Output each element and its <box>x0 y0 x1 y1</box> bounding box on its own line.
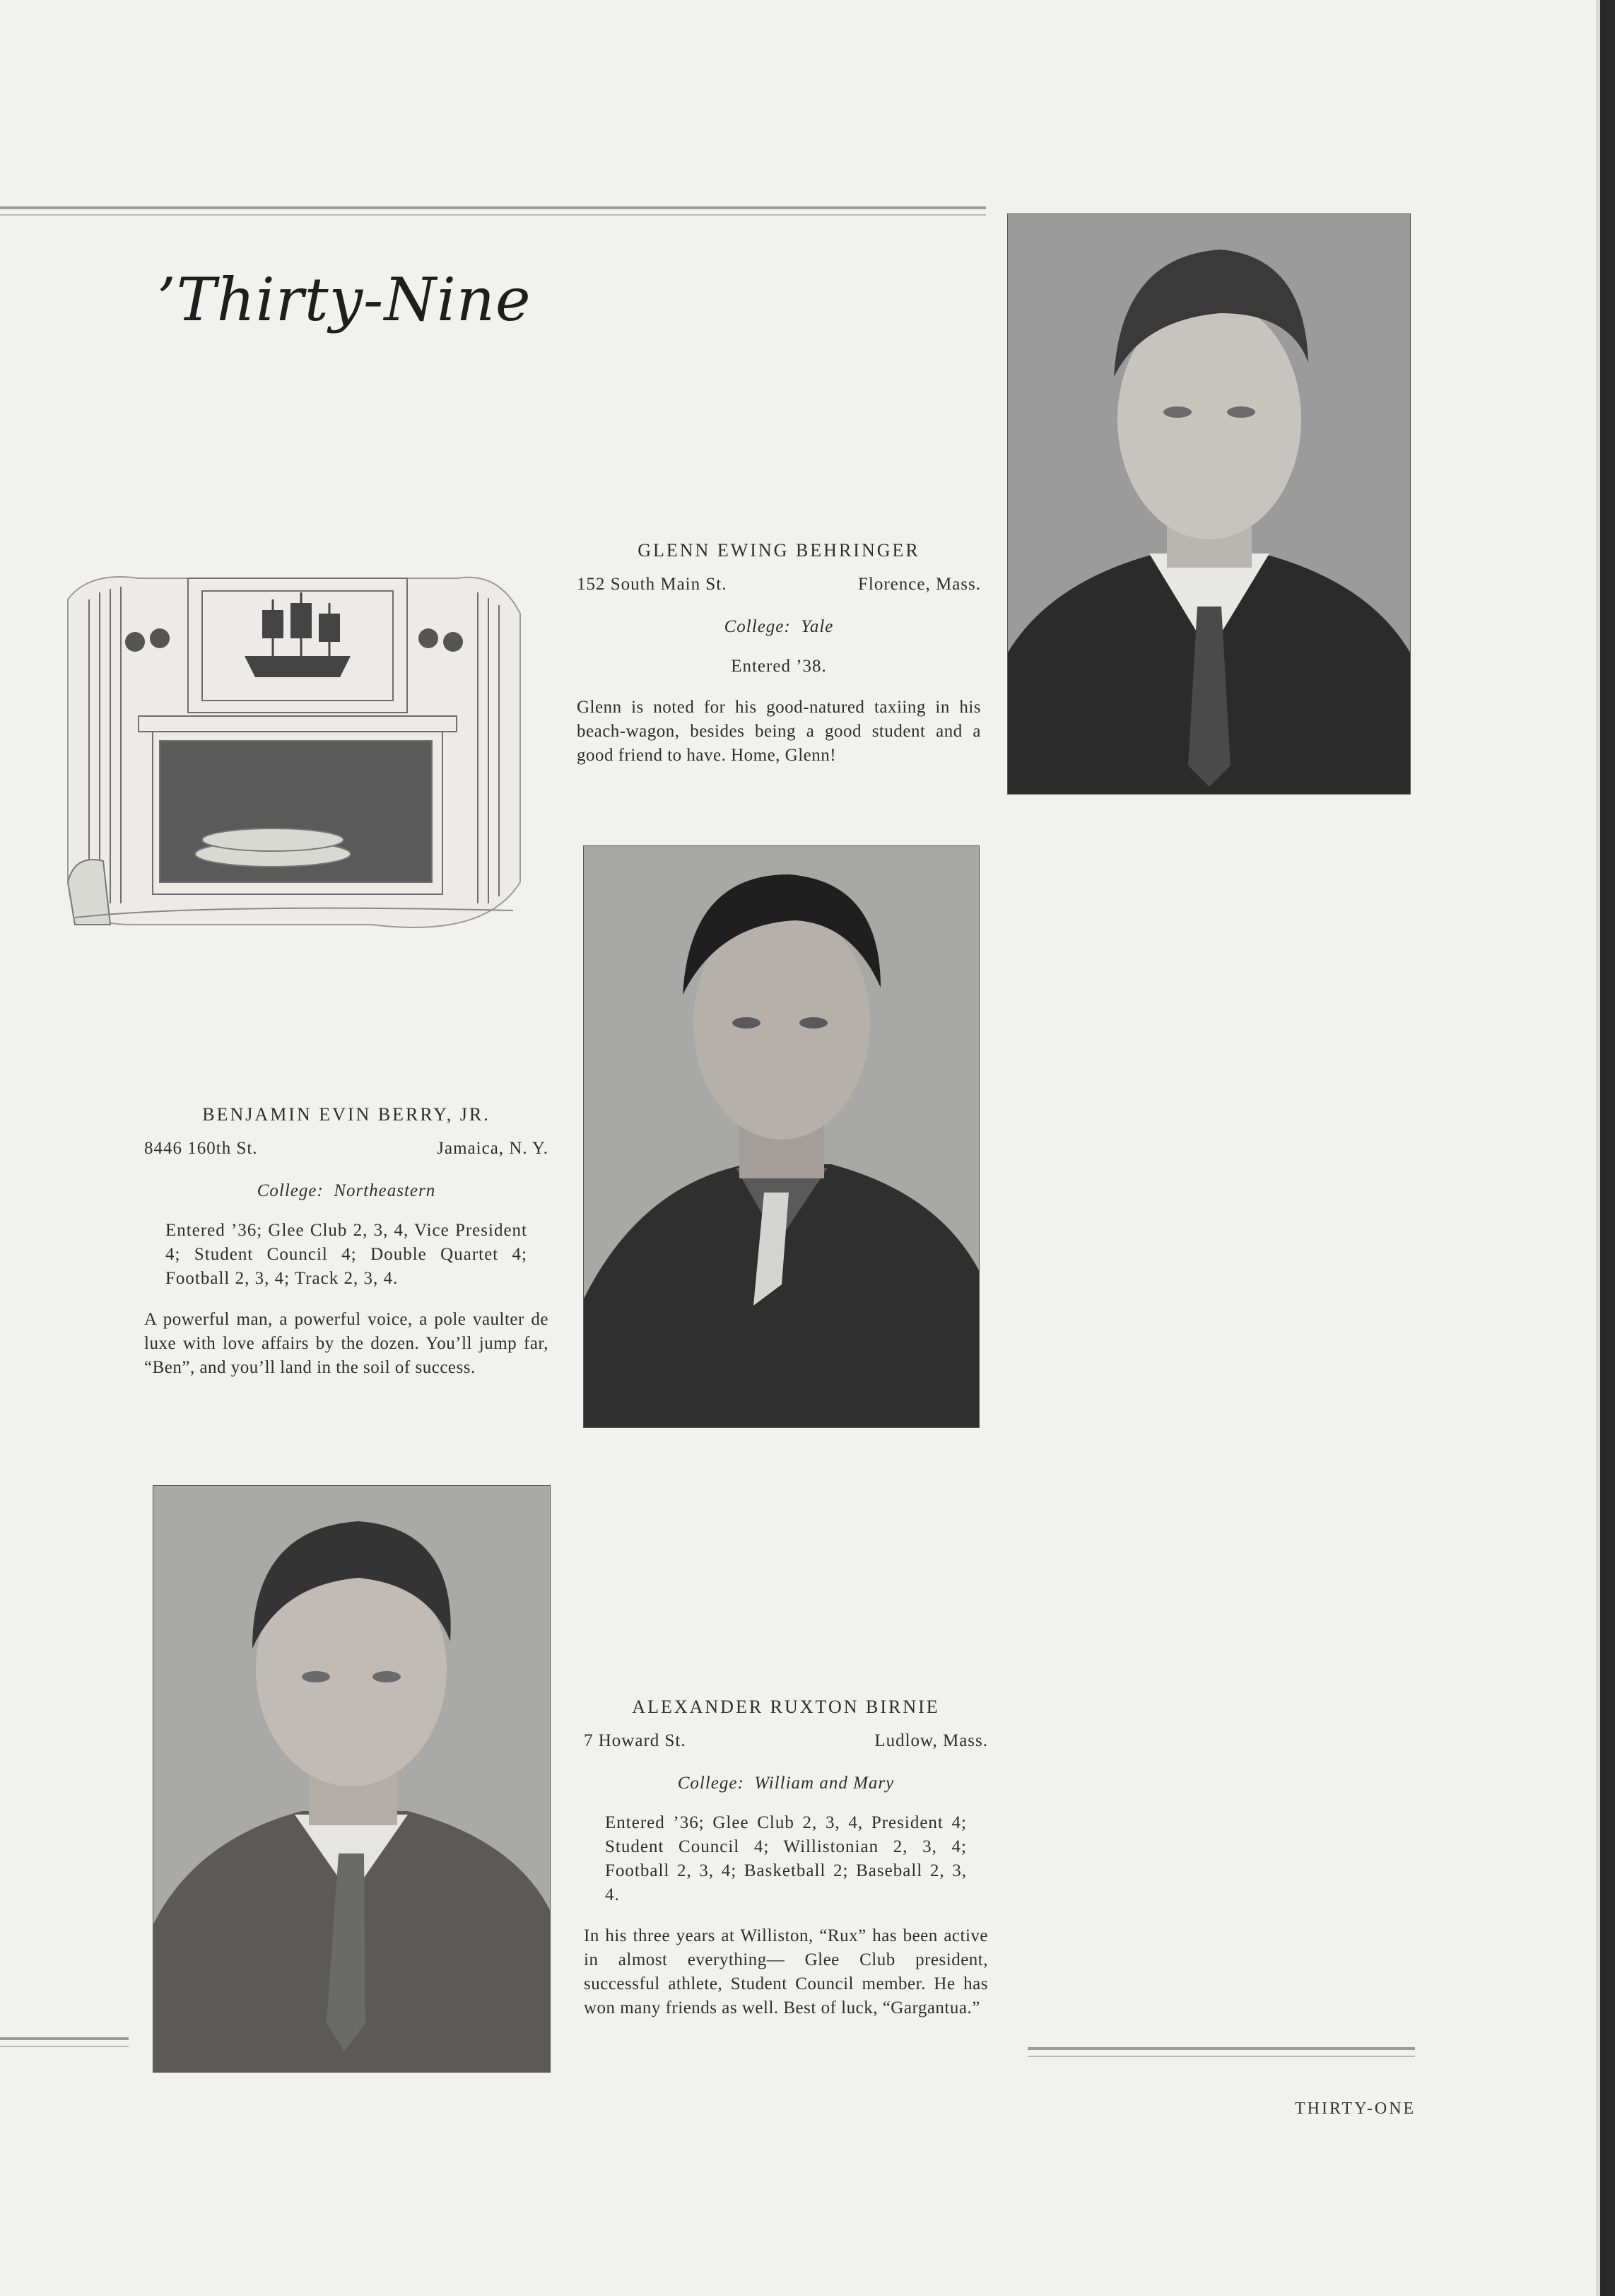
student-name: BENJAMIN EVIN BERRY, JR. <box>202 1104 491 1125</box>
college-name: William and Mary <box>754 1774 895 1793</box>
city: Jamaica, N. Y. <box>437 1139 548 1158</box>
section-title: ’Thirty-Nine <box>157 265 532 334</box>
student-address <box>584 1729 988 1753</box>
bottom-right-rule-thin <box>1028 2056 1415 2057</box>
bottom-left-rule-thin <box>0 2046 129 2047</box>
description: Glenn is noted for his good-natured taxiing in his beach-wagon, besides being a good student and a good friend to have. Home, Glenn! <box>577 698 981 765</box>
top-rule-thin <box>0 214 986 216</box>
bottom-left-rule <box>0 2037 129 2040</box>
fireplace-illustration <box>61 571 524 939</box>
activities: Entered ’36; Glee Club 2, 3, 4, Vice President 4; Student Council 4; Double Quartet 4; Football 2, 3, 4; Track 2, 3, 4. <box>165 1221 527 1288</box>
street-address: 152 South Main St. <box>577 575 727 594</box>
student-entry <box>584 1695 988 2020</box>
portrait-birnie <box>153 1485 551 2073</box>
college-label: College: <box>257 1181 324 1200</box>
description: In his three years at Williston, “Rux” has been active in almost everything— Glee Club president, successful athlete, Student Council member. He has won many friends as well. Best of luck, “Gargantua.” <box>584 1926 988 2017</box>
page-number: THIRTY-ONE <box>1295 2099 1416 2118</box>
student-address <box>577 573 981 597</box>
student-entry <box>577 539 981 768</box>
activities: Entered ’38. <box>731 657 827 676</box>
activities: Entered ’36; Glee Club 2, 3, 4, President 4; Student Council 4; Willistonian 2, 3, 4; Football 2, 3, 4; Basketball 2; Baseball 2, 3, 4. <box>605 1813 967 1904</box>
city: Ludlow, Mass. <box>874 1731 988 1750</box>
student-entry <box>144 1103 548 1380</box>
college-line <box>584 1771 988 1796</box>
student-name: GLENN EWING BEHRINGER <box>638 540 920 561</box>
top-rule <box>0 206 986 209</box>
portrait-berry <box>583 845 980 1428</box>
city: Florence, Mass. <box>858 575 981 594</box>
college-line <box>144 1179 548 1203</box>
student-name: ALEXANDER RUXTON BIRNIE <box>632 1697 940 1717</box>
college-name: Yale <box>801 617 834 636</box>
college-label: College: <box>677 1774 744 1793</box>
street-address: 8446 160th St. <box>144 1139 258 1158</box>
street-address: 7 Howard St. <box>584 1731 686 1750</box>
college-name: Northeastern <box>334 1181 436 1200</box>
description: A powerful man, a powerful voice, a pole vaulter de luxe with love affairs by the dozen. You’ll jump far, “Ben”, and you’ll land in the soil of success. <box>144 1310 548 1377</box>
college-line <box>577 615 981 639</box>
college-label: College: <box>724 617 791 636</box>
student-address <box>144 1137 548 1161</box>
portrait-behringer <box>1007 213 1411 795</box>
bottom-right-rule <box>1028 2047 1415 2050</box>
